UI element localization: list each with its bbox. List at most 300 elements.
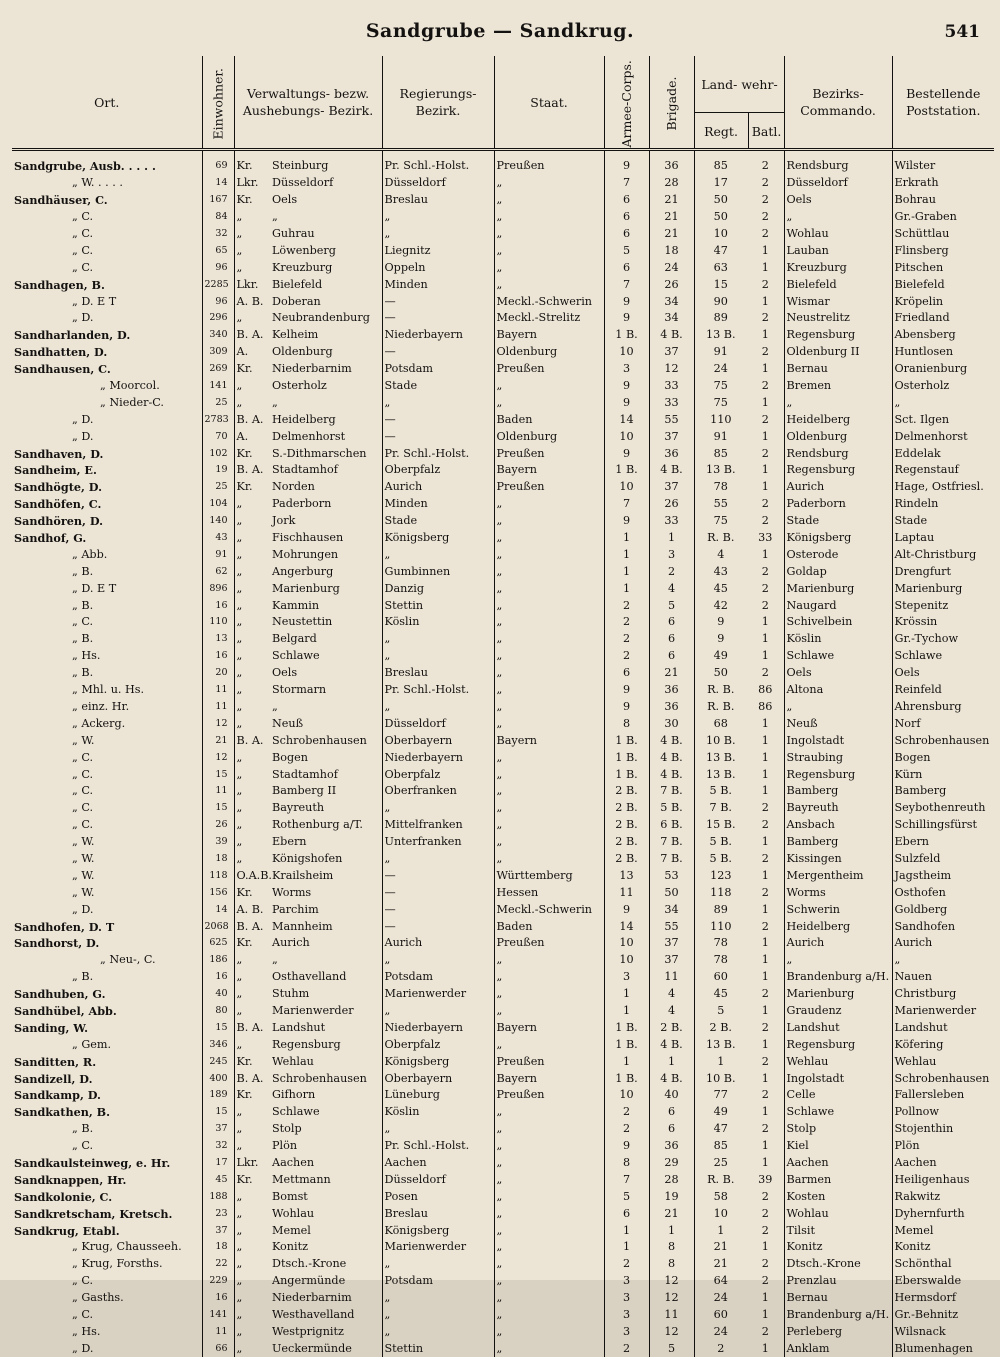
cell-poststation: Delmenhorst [892,428,994,445]
cell-brigade: 26 [649,276,694,293]
table-row [12,749,994,766]
cell-poststation: Laptau [892,530,994,547]
cell-einwohner: 400 [202,1070,234,1087]
cell-armee-corps: 2 B. [604,817,649,834]
cell-landwehr-batl: 2 [761,598,769,612]
cell-brigade: 36 [649,699,694,716]
cell-verwaltung-art: „ [234,1188,270,1205]
cell-verwaltung-bezirk: Osterholz [272,379,327,393]
cell-ort: „ D. [72,902,94,916]
cell-poststation: Ebern [892,834,994,851]
cell-verwaltung-art: Kr. [234,192,270,209]
cell-einwohner: 189 [202,1087,234,1104]
cell-verwaltung-art: B. A. [234,327,270,344]
cell-regierungs-bezirk: „ [382,631,494,648]
cell-brigade: 4 [649,580,694,597]
cell-armee-corps: 1 B. [604,327,649,344]
cell-landwehr-regt: 9 [694,631,747,648]
cell-regierungs-bezirk: „ [382,699,494,716]
cell-verwaltung-bezirk: Düsseldorf [272,176,334,190]
cell-landwehr-batl: 2 [761,1189,769,1203]
table-row [12,766,994,783]
cell-landwehr-regt: 68 [694,715,747,732]
cell-brigade: 4 B. [649,749,694,766]
cell-poststation: Bamberg [892,783,994,800]
cell-ort: Sandkrug, Etabl. [14,1223,120,1238]
cell-verwaltung-bezirk: Landshut [272,1020,326,1034]
cell-regierungs-bezirk: „ [382,1290,494,1307]
cell-landwehr-batl: 2 [761,412,769,426]
cell-regierungs-bezirk: Lüneburg [382,1087,494,1104]
cell-poststation: Hermsdorf [892,1290,994,1307]
cell-bezirks-commando: Rendsburg [784,445,892,462]
table-row [12,563,994,580]
cell-brigade: 4 B. [649,1036,694,1053]
cell-landwehr-batl: 2 [761,176,769,190]
cell-landwehr-batl: 2 [761,1122,769,1136]
cell-bezirks-commando: „ [784,952,892,969]
cell-armee-corps: 5 [604,242,649,259]
cell-einwohner: 19 [202,462,234,479]
cell-verwaltung-bezirk: Stormarn [272,683,327,697]
cell-einwohner: 25 [202,479,234,496]
cell-einwohner: 45 [202,1171,234,1188]
header-row [12,56,994,150]
cell-verwaltung-art: „ [234,209,270,226]
cell-bezirks-commando: Regensburg [784,1036,892,1053]
cell-staat: „ [494,378,604,395]
cell-landwehr-batl: 1 [761,1003,769,1017]
table-row [12,1256,994,1273]
cell-landwehr-batl: 1 [761,767,769,781]
cell-landwehr-regt: 85 [694,445,747,462]
cell-bezirks-commando: Rendsburg [784,150,892,175]
cell-staat: „ [494,665,604,682]
table-row [12,1104,994,1121]
cell-bezirks-commando: Oldenburg II [784,344,892,361]
cell-armee-corps: 10 [604,935,649,952]
cell-staat: Preußen [494,1087,604,1104]
cell-ort: Sandhaven, D. [14,446,104,461]
cell-verwaltung-bezirk: Jork [272,514,296,528]
cell-verwaltung-bezirk: Neuß [272,716,304,730]
cell-verwaltung-art: „ [234,631,270,648]
cell-staat: Oldenburg [494,344,604,361]
cell-poststation: Oels [892,665,994,682]
cell-einwohner: 12 [202,749,234,766]
cell-armee-corps: 1 [604,1222,649,1239]
table-row [12,546,994,563]
cell-staat: „ [494,209,604,226]
cell-poststation: Krössin [892,614,994,631]
cell-regierungs-bezirk: — [382,884,494,901]
cell-landwehr-regt: 47 [694,242,747,259]
cell-bezirks-commando: Wehlau [784,1053,892,1070]
cell-regierungs-bezirk: Mittelfranken [382,817,494,834]
cell-landwehr-regt: 21 [694,1256,747,1273]
cell-staat: Preußen [494,935,604,952]
table-row [12,901,994,918]
cell-einwohner: 69 [202,150,234,175]
cell-bezirks-commando: Heidelberg [784,411,892,428]
cell-verwaltung-bezirk: Angerburg [272,564,334,578]
cell-verwaltung-art: B. A. [234,1070,270,1087]
cell-bezirks-commando: Schlawe [784,1104,892,1121]
cell-staat: „ [494,749,604,766]
header-armee-corps: Armee-Corps. [604,56,649,150]
cell-einwohner: 17 [202,1155,234,1172]
cell-regierungs-bezirk: Niederbayern [382,1019,494,1036]
cell-bezirks-commando: Barmen [784,1171,892,1188]
cell-landwehr-batl: 1 [761,615,769,629]
cell-poststation: Sandhofen [892,918,994,935]
cell-landwehr-batl: 2 [761,801,769,815]
cell-landwehr-batl: 1 [761,429,769,443]
cell-regierungs-bezirk: Oberpfalz [382,1036,494,1053]
cell-verwaltung-bezirk: Königshofen [272,851,343,865]
cell-regierungs-bezirk: Pr. Schl.-Holst. [382,682,494,699]
cell-brigade: 34 [649,310,694,327]
cell-bezirks-commando: Regensburg [784,766,892,783]
cell-verwaltung-art: „ [234,969,270,986]
cell-regierungs-bezirk: — [382,344,494,361]
cell-landwehr-batl: 1 [761,784,769,798]
cell-landwehr-batl: 1 [761,953,769,967]
cell-verwaltung-bezirk: Paderborn [272,497,332,511]
cell-landwehr-batl: 1 [761,936,769,950]
cell-ort: Sandkaulsteinweg, e. Hr. [14,1155,171,1170]
cell-bezirks-commando: Prenzlau [784,1273,892,1290]
cell-regierungs-bezirk: „ [382,226,494,243]
cell-ort: „ B. [72,666,94,680]
cell-landwehr-batl: 39 [758,1172,773,1186]
cell-brigade: 2 [649,563,694,580]
cell-verwaltung-art: „ [234,1307,270,1324]
table-row [12,851,994,868]
cell-brigade: 28 [649,1171,694,1188]
cell-verwaltung-bezirk: Wohlau [272,1206,315,1220]
cell-landwehr-batl: 2 [761,311,769,325]
cell-verwaltung-art: „ [234,546,270,563]
cell-landwehr-regt: 5 B. [694,783,747,800]
cell-einwohner: 21 [202,732,234,749]
table-row [12,1138,994,1155]
table-row [12,445,994,462]
running-head: Sandgrube — Sandkrug. [365,20,635,42]
cell-bezirks-commando: „ [784,209,892,226]
cell-ort: Sandknappen, Hr. [14,1172,127,1187]
cell-verwaltung-bezirk: Kammin [272,598,320,612]
cell-poststation: Hage, Ostfriesl. [892,479,994,496]
cell-staat: Preußen [494,1053,604,1070]
cell-brigade: 33 [649,378,694,395]
table-row [12,175,994,192]
cell-verwaltung-bezirk: Neustettin [272,615,333,629]
cell-regierungs-bezirk: Breslau [382,1205,494,1222]
cell-verwaltung-bezirk: Schlawe [272,649,320,663]
cell-armee-corps: 2 B. [604,783,649,800]
cell-regierungs-bezirk: Stettin [382,1340,494,1357]
cell-ort: Sandharlanden, D. [14,328,131,343]
cell-poststation: Pitschen [892,259,994,276]
cell-armee-corps: 1 B. [604,766,649,783]
cell-armee-corps: 10 [604,428,649,445]
cell-bezirks-commando: Brandenburg a/H. [784,1307,892,1324]
cell-ort: „ D. [72,311,94,325]
cell-verwaltung-bezirk: „ [272,699,278,713]
cell-bezirks-commando: Goldap [784,563,892,580]
cell-landwehr-batl: 1 [761,868,769,882]
cell-landwehr-batl: 1 [761,1240,769,1254]
cell-verwaltung-bezirk: Konitz [272,1240,308,1254]
cell-einwohner: 16 [202,597,234,614]
cell-verwaltung-art: Lkr. [234,276,270,293]
table-row [12,1087,994,1104]
cell-regierungs-bezirk: „ [382,851,494,868]
cell-staat: „ [494,226,604,243]
cell-brigade: 6 [649,1104,694,1121]
cell-landwehr-batl: 2 [761,1054,769,1068]
cell-ort: „ C. [72,227,94,240]
cell-verwaltung-art: O.A.B. [234,867,270,884]
cell-poststation: Bogen [892,749,994,766]
cell-brigade: 5 [649,1340,694,1357]
cell-brigade: 34 [649,293,694,310]
cell-regierungs-bezirk: — [382,867,494,884]
cell-poststation: Wilster [892,150,994,175]
cell-verwaltung-art: „ [234,378,270,395]
cell-ort: „ C. [72,210,94,224]
table-row [12,327,994,344]
cell-brigade: 12 [649,361,694,378]
table-row [12,259,994,276]
cell-brigade: 33 [649,394,694,411]
cell-landwehr-batl: 2 [761,581,769,595]
cell-einwohner: 11 [202,1323,234,1340]
cell-regierungs-bezirk: — [382,310,494,327]
cell-verwaltung-bezirk: Ueckermünde [272,1341,352,1355]
cell-regierungs-bezirk: — [382,918,494,935]
cell-landwehr-batl: 1 [761,1341,769,1355]
header-ort: Ort. [12,56,202,150]
cell-landwehr-batl: 1 [761,649,769,663]
cell-ort: „ Ackerg. [72,716,126,730]
cell-landwehr-regt: 58 [694,1188,747,1205]
cell-einwohner: 2068 [202,918,234,935]
cell-ort: „ Hs. [72,649,101,663]
cell-verwaltung-art: „ [234,834,270,851]
cell-einwohner: 13 [202,631,234,648]
cell-brigade: 37 [649,952,694,969]
cell-bezirks-commando: Bielefeld [784,276,892,293]
cell-ort: „ C. [72,243,94,257]
cell-brigade: 29 [649,1155,694,1172]
cell-regierungs-bezirk: Gumbinnen [382,563,494,580]
cell-verwaltung-art: B. A. [234,918,270,935]
cell-verwaltung-art: „ [234,1222,270,1239]
cell-verwaltung-bezirk: Norden [272,480,315,494]
cell-brigade: 7 B. [649,834,694,851]
table-row [12,867,994,884]
cell-landwehr-regt: 43 [694,563,747,580]
cell-armee-corps: 1 [604,530,649,547]
table-row [12,150,994,175]
cell-armee-corps: 2 B. [604,800,649,817]
cell-einwohner: 140 [202,513,234,530]
cell-armee-corps: 2 [604,1340,649,1357]
cell-brigade: 12 [649,1323,694,1340]
cell-regierungs-bezirk: „ [382,1121,494,1138]
cell-landwehr-regt: 91 [694,344,747,361]
cell-ort: Sandhausen, C. [14,362,111,377]
cell-brigade: 19 [649,1188,694,1205]
cell-staat: „ [494,1340,604,1357]
cell-landwehr-batl: 2 [761,446,769,460]
table-row [12,361,994,378]
cell-armee-corps: 9 [604,150,649,175]
cell-armee-corps: 2 B. [604,851,649,868]
cell-poststation: Friedland [892,310,994,327]
cell-brigade: 8 [649,1239,694,1256]
cell-landwehr-regt: 63 [694,259,747,276]
cell-brigade: 26 [649,496,694,513]
cell-ort: „ C. [72,1274,94,1288]
cell-regierungs-bezirk: „ [382,394,494,411]
cell-staat: „ [494,597,604,614]
cell-brigade: 7 B. [649,851,694,868]
cell-ort: „ C. [72,1139,94,1153]
cell-staat: „ [494,648,604,665]
cell-armee-corps: 13 [604,867,649,884]
cell-bezirks-commando: Neustrelitz [784,310,892,327]
cell-bezirks-commando: Perleberg [784,1323,892,1340]
table-row [12,242,994,259]
header-staat: Staat. [494,56,604,150]
cell-poststation: „ [892,394,994,411]
cell-einwohner: 2783 [202,411,234,428]
cell-staat: Preußen [494,479,604,496]
cell-einwohner: 23 [202,1205,234,1222]
cell-einwohner: 25 [202,394,234,411]
cell-landwehr-batl: 2 [761,379,769,393]
cell-regierungs-bezirk: Stade [382,513,494,530]
cell-brigade: 8 [649,1256,694,1273]
cell-landwehr-batl: 86 [758,683,773,697]
cell-landwehr-regt: R. B. [694,682,747,699]
cell-armee-corps: 8 [604,715,649,732]
cell-landwehr-batl: 1 [761,632,769,646]
cell-verwaltung-art: „ [234,310,270,327]
cell-brigade: 5 B. [649,800,694,817]
cell-verwaltung-art: „ [234,1104,270,1121]
cell-landwehr-batl: 33 [758,531,773,545]
cell-ort: „ B. [72,598,94,612]
table-row [12,918,994,935]
cell-ort: Sandhatten, D. [14,345,108,360]
cell-verwaltung-bezirk: Niederbarnim [272,1291,352,1305]
cell-einwohner: 309 [202,344,234,361]
cell-armee-corps: 6 [604,209,649,226]
cell-verwaltung-art: „ [234,665,270,682]
table-row [12,884,994,901]
cell-landwehr-regt: 24 [694,361,747,378]
cell-landwehr-regt: 42 [694,597,747,614]
cell-brigade: 37 [649,935,694,952]
cell-landwehr-batl: 1 [761,328,769,342]
cell-landwehr-batl: 1 [761,260,769,274]
cell-landwehr-batl: 2 [761,919,769,933]
cell-ort: „ Neu-, C. [100,953,156,967]
table-row [12,732,994,749]
cell-brigade: 4 B. [649,1070,694,1087]
cell-landwehr-batl: 1 [761,1308,769,1321]
cell-brigade: 30 [649,715,694,732]
cell-armee-corps: 6 [604,192,649,209]
cell-armee-corps: 2 B. [604,834,649,851]
cell-regierungs-bezirk: — [382,901,494,918]
cell-bezirks-commando: Neuß [784,715,892,732]
table-row [12,496,994,513]
table-row [12,834,994,851]
table-row [12,952,994,969]
cell-verwaltung-bezirk: S.-Dithmarschen [272,446,367,460]
cell-staat: „ [494,766,604,783]
cell-verwaltung-art: Kr. [234,935,270,952]
cell-armee-corps: 9 [604,310,649,327]
cell-brigade: 55 [649,918,694,935]
cell-armee-corps: 1 [604,1003,649,1020]
cell-armee-corps: 2 [604,1104,649,1121]
cell-verwaltung-art: Kr. [234,150,270,175]
cell-ort: „ C. [72,801,94,815]
cell-verwaltung-art: „ [234,1290,270,1307]
cell-regierungs-bezirk: Oberfranken [382,783,494,800]
cell-einwohner: 269 [202,361,234,378]
cell-verwaltung-bezirk: Mohrungen [272,547,339,561]
cell-brigade: 1 [649,530,694,547]
cell-armee-corps: 1 [604,563,649,580]
cell-poststation: Goldberg [892,901,994,918]
cell-einwohner: 70 [202,428,234,445]
cell-landwehr-batl: 1 [761,294,769,308]
cell-landwehr-batl: 1 [761,395,769,409]
cell-staat: Baden [494,411,604,428]
cell-poststation: Köfering [892,1036,994,1053]
cell-verwaltung-art: Kr. [234,1171,270,1188]
cell-regierungs-bezirk: Unterfranken [382,834,494,851]
table-row [12,715,994,732]
cell-staat: „ [494,580,604,597]
cell-bezirks-commando: Regensburg [784,327,892,344]
cell-armee-corps: 9 [604,293,649,310]
cell-ort: „ W. [72,851,95,865]
cell-poststation: Stepenitz [892,597,994,614]
cell-staat: „ [494,715,604,732]
cell-brigade: 4 [649,986,694,1003]
cell-landwehr-regt: 78 [694,479,747,496]
cell-regierungs-bezirk: Oberbayern [382,1070,494,1087]
cell-landwehr-regt: 25 [694,1155,747,1172]
cell-verwaltung-art: „ [234,1138,270,1155]
cell-ort: Sandizell, D. [14,1071,93,1086]
cell-poststation: Rakwitz [892,1188,994,1205]
cell-einwohner: 91 [202,546,234,563]
cell-landwehr-regt: 123 [694,867,747,884]
cell-regierungs-bezirk: „ [382,1323,494,1340]
cell-verwaltung-art: Kr. [234,445,270,462]
cell-verwaltung-bezirk: Westhavelland [272,1308,355,1321]
cell-bezirks-commando: Landshut [784,1019,892,1036]
